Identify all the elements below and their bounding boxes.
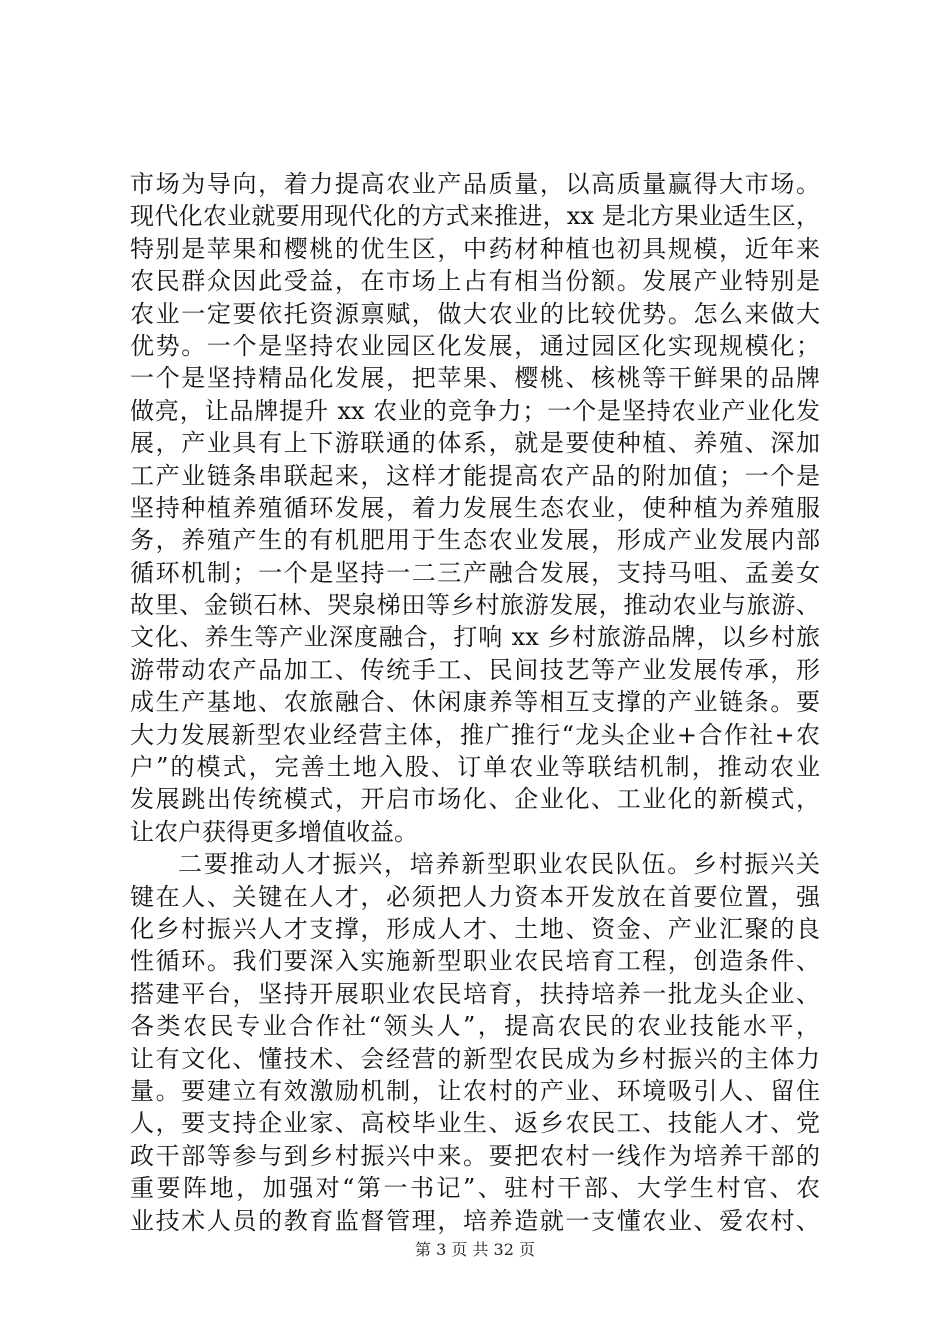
text-line: 成生产基地、农旅融合、休闲康养等相互支撑的产业链条。要 [130,688,820,717]
text-line: 键在人、关键在人才，必须把人力资本开发放在首要位置，强 [130,882,820,911]
text-line: 量。要建立有效激励机制，让农村的产业、环境吸引人、留住 [130,1076,820,1105]
text-line: 农业一定要依托资源禀赋，做大农业的比较优势。怎么来做大 [130,299,820,328]
text-line: 市场为导向，着力提高农业产品质量，以高质量赢得大市场。 [130,170,820,198]
text-line: 优势。一个是坚持农业园区化发展，通过园区化实现规模化； [130,331,820,360]
text-line: 一个是坚持精品化发展，把苹果、樱桃、核桃等干鲜果的品牌 [130,364,820,393]
text-line: 循环机制；一个是坚持一二三产融合发展，支持马咀、孟姜女 [130,558,820,587]
text-line: 农民群众因此受益，在市场上占有相当份额。发展产业特别是 [130,267,820,296]
text-line: 发展跳出传统模式，开启市场化、企业化、工业化的新模式， [130,785,820,814]
body-text [130,168,820,1237]
text-line: 化乡村振兴人才支撑，形成人才、土地、资金、产业汇聚的良 [130,914,820,943]
text-line: 坚持种植养殖循环发展，着力发展生态农业，使种植为养殖服 [130,493,820,522]
text-line: 重要阵地，加强对“第一书记”、驻村干部、大学生村官、农 [130,1174,820,1203]
text-line: 政干部等参与到乡村振兴中来。要把农村一线作为培养干部的 [130,1141,820,1170]
text-line: 故里、金锁石林、哭泉梯田等乡村旅游发展，推动农业与旅游、 [130,591,820,620]
text-line: 业技术人员的教育监督管理，培养造就一支懂农业、爱农村、 [130,1206,820,1235]
text-line: 展，产业具有上下游联通的体系，就是要使种植、养殖、深加 [130,429,820,458]
page-number-footer: 第 3 页 共 32 页 [415,1240,535,1259]
text-line: 游带动农产品加工、传统手工、民间技艺等产业发展传承，形 [130,655,820,684]
text-line: 搭建平台，坚持开展职业农民培育，扶持培养一批龙头企业、 [130,979,820,1008]
text-line: 工产业链条串联起来，这样才能提高农产品的附加值；一个是 [130,461,820,490]
text-line: 务，养殖产生的有机肥用于生态农业发展，形成产业发展内部 [130,526,820,555]
text-line: 户”的模式，完善土地入股、订单农业等联结机制，推动农业 [130,753,820,782]
text-line: 性循环。我们要深入实施新型职业农民培育工程，创造条件、 [130,947,820,976]
text-line: 现代化农业就要用现代化的方式来推进，xx 是北方果业适生区， [130,202,820,231]
text-line: 人，要支持企业家、高校毕业生、返乡农民工、技能人才、党 [130,1109,820,1138]
text-line: 大力发展新型农业经营主体，推广推行“龙头企业+合作社+农 [130,720,820,749]
text-line: 特别是苹果和樱桃的优生区，中药材种植也初具规模，近年来 [130,234,820,263]
text-line: 各类农民专业合作社“领头人”，提高农民的农业技能水平， [130,1012,820,1041]
text-line: 文化、养生等产业深度融合，打响 xx 乡村旅游品牌，以乡村旅 [130,623,820,652]
text-line: 二要推动人才振兴，培养新型职业农民队伍。乡村振兴关 [178,850,820,879]
text-line: 让农户获得更多增值收益。 [130,817,418,846]
text-line: 让有文化、懂技术、会经营的新型农民成为乡村振兴的主体力 [130,1044,820,1073]
text-line: 做亮，让品牌提升 xx 农业的竞争力；一个是坚持农业产业化发 [130,396,820,425]
